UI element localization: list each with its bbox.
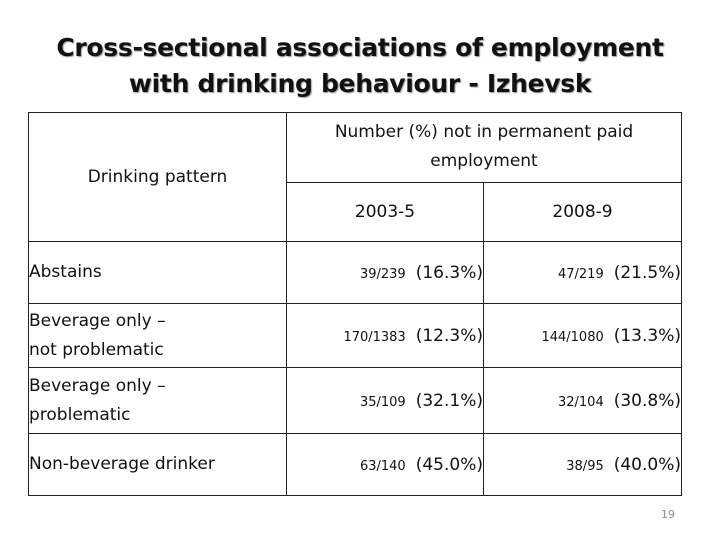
drinking-employment-table <box>28 112 682 496</box>
table-cell <box>484 434 682 496</box>
cell-count: 144/1080 <box>541 329 604 345</box>
cell-count: 32/104 <box>557 394 604 410</box>
row-label-line: problematic <box>29 404 131 425</box>
table-cell <box>287 434 484 496</box>
row-label-beverage-not-problematic <box>29 304 287 368</box>
cell-percent: (40.0%) <box>613 454 682 475</box>
table-row <box>29 368 682 434</box>
drinking-pattern-header: Drinking pattern <box>29 113 287 242</box>
period-header-2008-9: 2008-9 <box>484 182 682 241</box>
cell-count: 35/109 <box>359 394 406 410</box>
table-cell <box>484 242 682 304</box>
table-cell <box>484 304 682 368</box>
table-cell <box>287 368 484 434</box>
row-label-line: not problematic <box>29 339 164 360</box>
row-label-line: Beverage only – <box>29 310 166 331</box>
employment-group-header <box>287 113 682 183</box>
period-header-2003-5: 2003-5 <box>287 182 484 241</box>
table-row <box>29 304 682 368</box>
cell-percent: (45.0%) <box>415 454 483 475</box>
row-label-abstains <box>29 242 287 304</box>
row-label-non-beverage <box>29 434 287 496</box>
cell-count: 170/1383 <box>343 329 406 345</box>
table-cell <box>287 304 484 368</box>
table-cell <box>484 368 682 434</box>
cell-percent: (30.8%) <box>613 390 682 411</box>
slide-title-line-2: with drinking behaviour - Izhevsk <box>128 69 592 98</box>
employment-group-header-line-2: employment <box>430 151 538 172</box>
cell-percent: (12.3%) <box>415 325 483 346</box>
table-row <box>29 242 682 304</box>
page-number: 19 <box>661 508 675 521</box>
cell-count: 47/219 <box>557 266 604 282</box>
cell-count: 63/140 <box>359 458 406 474</box>
slide-title-line-1: Cross-sectional associations of employment <box>56 33 664 62</box>
table-row <box>29 434 682 496</box>
cell-count: 38/95 <box>566 458 604 474</box>
cell-count: 39/239 <box>359 266 406 282</box>
slide-title <box>0 30 720 102</box>
employment-group-header-line-1: Number (%) not in permanent paid <box>334 122 634 143</box>
cell-percent: (32.1%) <box>415 390 483 411</box>
row-label-line: Abstains <box>29 262 102 282</box>
table-cell <box>287 242 484 304</box>
cell-percent: (13.3%) <box>613 325 682 346</box>
row-label-line: Non-beverage drinker <box>29 454 215 474</box>
table-header-row <box>29 113 682 183</box>
cell-percent: (16.3%) <box>415 262 483 283</box>
row-label-beverage-problematic <box>29 368 287 434</box>
row-label-line: Beverage only – <box>29 375 166 396</box>
cell-percent: (21.5%) <box>613 262 682 283</box>
